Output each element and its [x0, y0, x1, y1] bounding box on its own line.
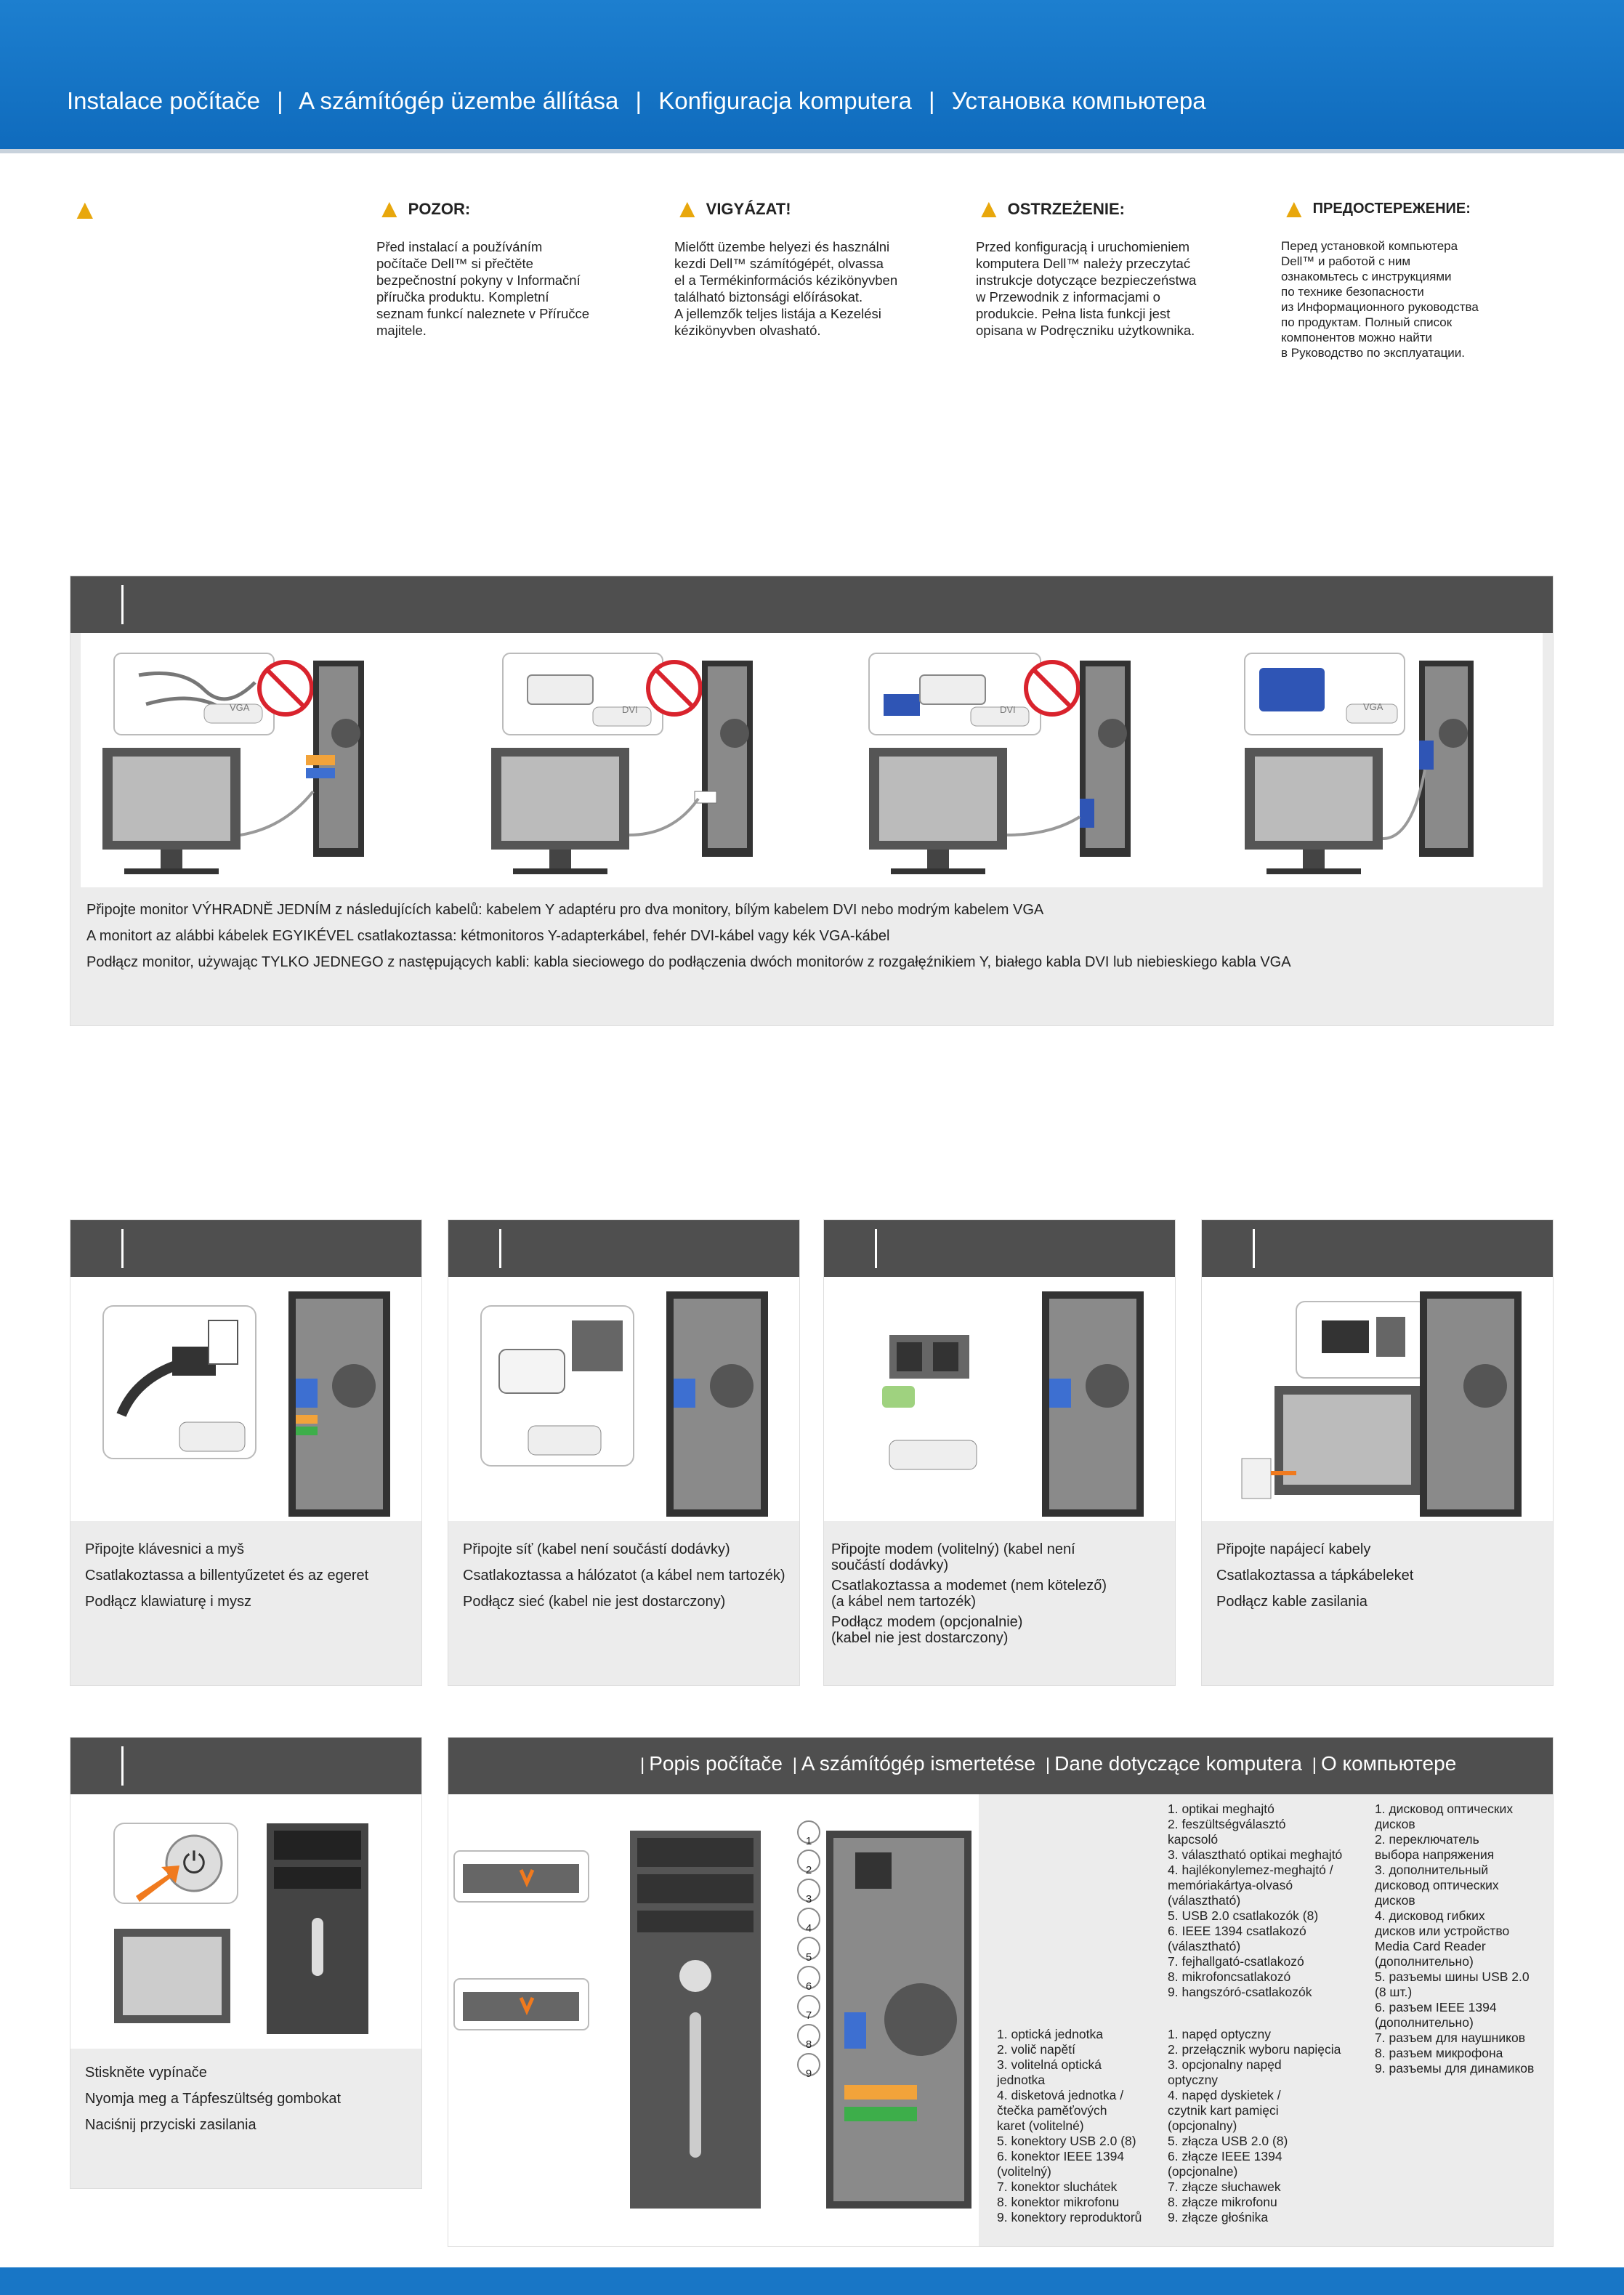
list-ru	[1375, 1802, 1534, 2076]
list-item: (választható)	[1168, 1939, 1241, 1953]
list-item: 4. hajlékonylemez-meghajtó /	[1168, 1863, 1333, 1877]
list-item: 5. złącza USB 2.0 (8)	[1168, 2134, 1288, 2148]
monitor-connection-panel	[70, 576, 1554, 1026]
list-item: 1. optická jednotka	[997, 2027, 1103, 2041]
list-item: jednotka	[997, 2073, 1046, 2087]
callout-numbers	[802, 1827, 815, 2089]
warning-icon: ▲	[376, 193, 403, 223]
callout: 3	[805, 1893, 812, 1905]
title-pl: Konfiguracja komputera	[658, 87, 912, 114]
power-button-panel: ⏻ Stiskněte vypínače Nyomja meg a Tápfeszültség gombokat Naciśnij przyciski zasilania	[70, 1737, 422, 2189]
list-item: memóriakártya-olvasó	[1168, 1878, 1293, 1892]
panel-header	[448, 1738, 1553, 1794]
list-item: 5. konektory USB 2.0 (8)	[997, 2134, 1136, 2148]
list-item: 6. złącze IEEE 1394	[1168, 2149, 1282, 2163]
list-item: 2. переключатель	[1375, 1832, 1479, 1847]
list-item: 1. optikai meghajtó	[1168, 1802, 1274, 1816]
panel-header	[70, 576, 1553, 633]
list-item: (választható)	[1168, 1893, 1241, 1908]
list-item: 7. fejhallgató-csatlakozó	[1168, 1954, 1304, 1969]
panel-header	[70, 1220, 421, 1277]
list-item: 6. разъем IEEE 1394	[1375, 2000, 1497, 2014]
callout: 9	[805, 2068, 812, 2080]
list-item: 6. IEEE 1394 csatlakozó	[1168, 1924, 1306, 1938]
warning-cz: ▲ POZOR: Před instalací a používáním počítače Dell™ si přečtěte bezpečnostní pokyny v Informační příručka produktu. Kompletní seznam funkcí naleznete v Příručce majitele.	[376, 193, 590, 338]
list-item: (volitelný)	[997, 2164, 1051, 2179]
list-pl	[1168, 2027, 1341, 2225]
warning-ru: ▲ ПРЕДОСТЕРЕЖЕНИЕ: Перед установкой компьютера Dell™ и работой с ним ознакомьтесь с инструкциями по технике безопасности из Информационного руководства по продуктам. Полный список компонентов можно найти в Руководство по эксплуатации.	[1281, 193, 1479, 360]
callout: 8	[805, 2038, 812, 2051]
list-item: 2. feszültségválasztó	[1168, 1817, 1286, 1831]
panel-header	[70, 1738, 421, 1794]
title-ru: Установка компьютера	[951, 87, 1206, 114]
list-item: 4. дисковод гибких	[1375, 1908, 1485, 1923]
network-illustration	[448, 1277, 799, 1521]
title-cz: Instalace počítače	[67, 87, 260, 114]
panel-header	[1202, 1220, 1553, 1277]
list-item: Media Card Reader	[1375, 1939, 1486, 1953]
callout: 5	[805, 1951, 812, 1964]
list-item: (8 шт.)	[1375, 1985, 1413, 1999]
warning-icon: ▲	[976, 193, 1002, 223]
list-cz	[997, 2027, 1142, 2225]
port-label: VGA	[1363, 701, 1383, 712]
port-label: DVI	[1000, 704, 1016, 715]
callout: 6	[805, 1980, 812, 1993]
list-item: 1. napęd optyczny	[1168, 2027, 1272, 2041]
list-item: 2. volič napětí	[997, 2042, 1075, 2057]
list-item: (opcjonalny)	[1168, 2118, 1237, 2133]
warning-icon: ▲	[674, 193, 700, 223]
list-item: 3. дополнительный	[1375, 1863, 1489, 1877]
list-item: 7. złącze słuchawek	[1168, 2179, 1281, 2194]
warning-icon: ▲	[71, 195, 99, 225]
list-item: optyczny	[1168, 2073, 1219, 2087]
monitor-illustrations	[81, 633, 1543, 887]
list-item: 2. przełącznik wyboru napięcia	[1168, 2042, 1341, 2057]
monitor-captions	[86, 900, 1291, 979]
callout: 2	[805, 1864, 812, 1876]
network-panel: Připojte síť (kabel není součástí dodávky) Csatlakoztassa a hálózatot (a kábel nem tartozék) Podłącz sieć (kabel nie jest dostarczony)	[448, 1219, 800, 1686]
caption-cz: Připojte monitor VÝHRADNĚ JEDNÍM z následujících kabelů: kabelem Y adaptéru pro dva monitory, bílým kabelem DVI nebo modrým kabelem VGA	[86, 902, 1044, 918]
list-item: 5. разъемы шины USB 2.0	[1375, 1969, 1530, 1984]
list-item: 4. disketová jednotka /	[997, 2088, 1124, 2102]
page-title: Instalace počítače | A számítógép üzembe állítása | Konfiguracja komputera | Установка компьютера	[67, 87, 1206, 114]
modem-panel: Připojte modem (volitelný) (kabel není součástí dodávky) Csatlakoztassa a modemet (nem kötelező) (a kábel nem tartozék) Podłącz modem (opcjonalnie) (kabel nie jest dostarczony)	[823, 1219, 1176, 1686]
monitor-dvi-vga-adapter-illustration	[862, 646, 1225, 879]
list-item: 3. volitelná optická	[997, 2057, 1102, 2072]
warning-hu: ▲ VIGYÁZAT! Mielőtt üzembe helyezi és használni kezdi Dell™ számítógépét, olvassa el a Termékinformációs kézikönyvben található biztonsági előírásokat. A jellemzők teljes listája a Kezelési kézikönyvben olvasható.	[674, 193, 898, 338]
list-item: 7. konektor sluchátek	[997, 2179, 1118, 2194]
list-item: 9. hangszóró-csatlakozók	[1168, 1985, 1312, 1999]
list-item: 5. USB 2.0 csatlakozók (8)	[1168, 1908, 1319, 1923]
list-item: 8. разъем микрофона	[1375, 2046, 1503, 2060]
modem-illustration	[824, 1277, 1175, 1521]
about-computer-panel	[448, 1737, 1554, 2247]
top-banner-divider	[0, 149, 1624, 153]
keyboard-mouse-illustration	[70, 1277, 421, 1521]
panel-header	[824, 1220, 1175, 1277]
caption-pl: Podłącz monitor, używając TYLKO JEDNEGO z następujących kabli: kabla sieciowego do podłączenia dwóch monitorów z rozgałęźnikiem Y, białego kabla DVI lub niebieskiego kabla VGA	[86, 954, 1291, 970]
svg-text:⏻: ⏻	[182, 1847, 206, 1880]
list-item: karet (volitelné)	[997, 2118, 1084, 2133]
list-item: 8. mikrofoncsatlakozó	[1168, 1969, 1291, 1984]
bottom-banner	[0, 2267, 1624, 2295]
list-item: (дополнительно)	[1375, 2015, 1474, 2030]
list-item: 9. konektory reproduktorů	[997, 2210, 1142, 2225]
top-banner	[0, 0, 1624, 149]
power-cables-panel: Připojte napájecí kabely Csatlakoztassa a tápkábeleket Podłącz kable zasilania	[1201, 1219, 1554, 1686]
list-item: 1. дисковод оптических	[1375, 1802, 1514, 1816]
power-cables-illustration	[1202, 1277, 1553, 1521]
list-item: čtečka paměťových	[997, 2103, 1107, 2118]
list-item: 7. разъем для наушников	[1375, 2030, 1526, 2045]
computer-front-back-illustration	[448, 1794, 979, 2246]
title-hu: A számítógép üzembe állítása	[299, 87, 619, 114]
list-item: 9. разъемы для динамиков	[1375, 2061, 1535, 2076]
list-item: 3. opcjonalny napęd	[1168, 2057, 1282, 2072]
list-item: 9. złącze głośnika	[1168, 2210, 1269, 2225]
list-item: 3. választható optikai meghajtó	[1168, 1847, 1343, 1862]
list-item: czytnik kart pamięci	[1168, 2103, 1279, 2118]
list-item: (opcjonalne)	[1168, 2164, 1238, 2179]
monitor-vga-cable-illustration	[1237, 646, 1543, 879]
list-item: kapcsoló	[1168, 1832, 1219, 1847]
panel-header	[448, 1220, 799, 1277]
warning-pl: ▲ OSTRZEŻENIE: Przed konfiguracją i uruchomieniem komputera Dell™ należy przeczytać instrukcje dotyczące bezpieczeństwa w Przewodnik z informacjami o produkcie. Pełna lista funkcji jest opisana w Podręczniku użytkownika.	[976, 193, 1197, 338]
power-button-illustration	[70, 1794, 421, 2049]
port-label: VGA	[230, 702, 250, 713]
keyboard-mouse-panel: Připojte klávesnici a myš Csatlakoztassa a billentyűzetet és az egeret Podłącz klawiaturę i mysz	[70, 1219, 422, 1686]
list-item: 6. konektor IEEE 1394	[997, 2149, 1125, 2163]
monitor-y-cable-illustration	[95, 646, 458, 879]
callout: 4	[805, 1922, 812, 1935]
list-hu	[1168, 1802, 1342, 2000]
callout: 7	[805, 2009, 812, 2022]
warning-icon: ▲	[1281, 193, 1307, 223]
port-label: DVI	[622, 704, 638, 715]
list-item: (дополнительно)	[1375, 1954, 1474, 1969]
caption-hu: A monitort az alábbi kábelek EGYIKÉVEL csatlakoztassa: kétmonitoros Y-adapterkábel, fehér DVI-kábel vagy kék VGA-kábel	[86, 928, 890, 944]
list-item: 8. złącze mikrofonu	[1168, 2195, 1277, 2209]
list-item: дисков	[1375, 1893, 1415, 1908]
callout: 1	[805, 1835, 812, 1847]
list-item: 8. konektor mikrofonu	[997, 2195, 1120, 2209]
list-item: 4. napęd dyskietek /	[1168, 2088, 1281, 2102]
list-item: выбора напряжения	[1375, 1847, 1495, 1862]
about-title: | Popis počítače | A számítógép ismertetése | Dane dotyczące komputera | О компьютере	[640, 1752, 1457, 1775]
list-item: дисков	[1375, 1817, 1415, 1831]
list-item: дисковод оптических	[1375, 1878, 1499, 1892]
list-item: дисков или устройство	[1375, 1924, 1510, 1938]
monitor-dvi-cable-illustration	[484, 646, 847, 879]
